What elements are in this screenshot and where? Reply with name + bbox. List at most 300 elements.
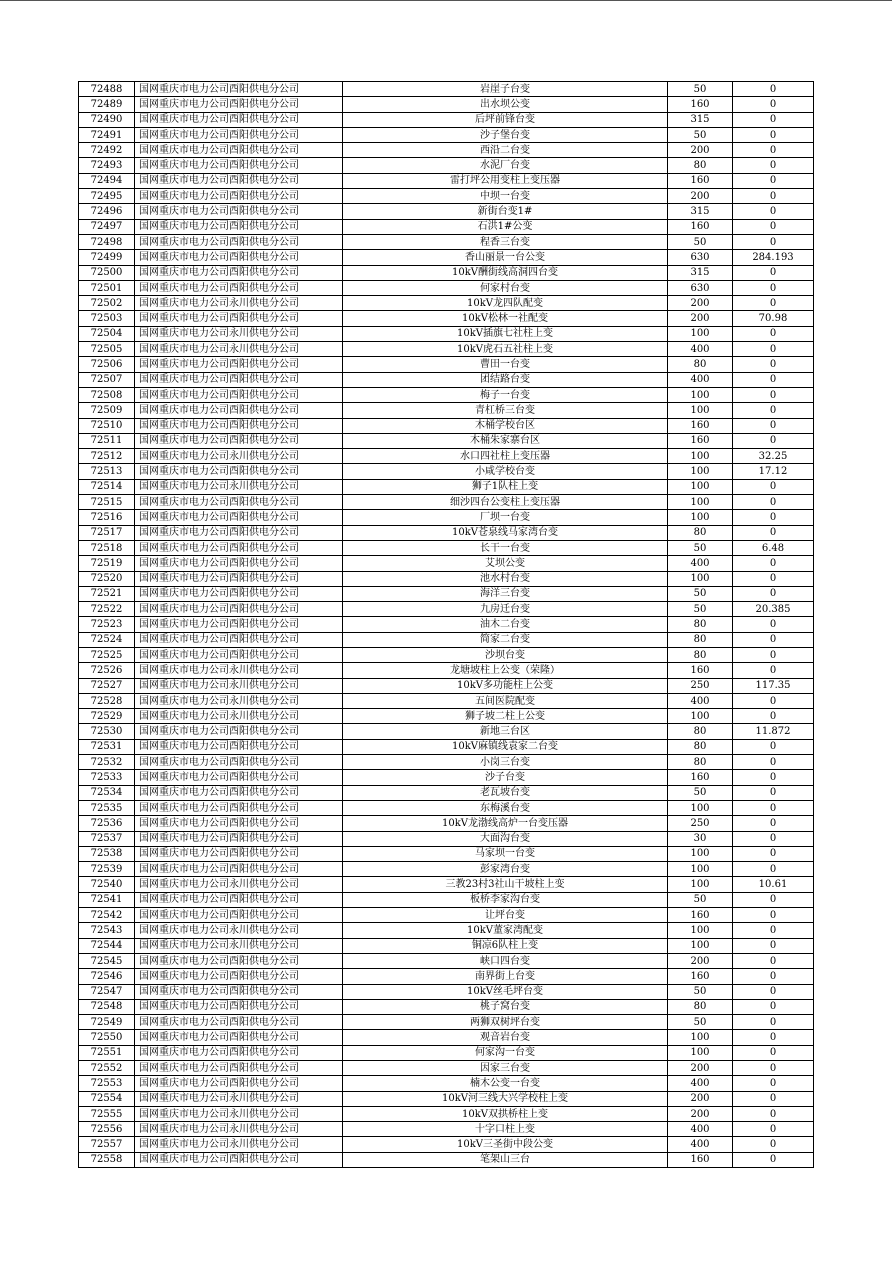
capacity-cell: 200 <box>668 1061 733 1076</box>
transformer-name-cell: 雷打坪公用变柱上变压器 <box>343 173 668 188</box>
value-cell: 0 <box>733 280 814 295</box>
org-cell: 国网重庆市电力公司永川供电分公司 <box>135 663 343 678</box>
row-id-cell: 72532 <box>79 755 135 770</box>
value-cell: 0 <box>733 525 814 540</box>
table-row <box>79 1076 814 1091</box>
capacity-cell: 80 <box>668 755 733 770</box>
capacity-cell: 80 <box>668 724 733 739</box>
table-row <box>79 234 814 249</box>
capacity-cell: 50 <box>668 82 733 97</box>
org-cell: 国网重庆市电力公司永川供电分公司 <box>135 449 343 464</box>
transformer-name-cell: 两狮双树坪台变 <box>343 1015 668 1030</box>
transformer-name-cell: 楠木公变一台变 <box>343 1076 668 1091</box>
value-cell: 0 <box>733 342 814 357</box>
transformer-name-cell: 五间医院配变 <box>343 693 668 708</box>
row-id-cell: 72551 <box>79 1045 135 1060</box>
table-row <box>79 1015 814 1030</box>
row-id-cell: 72508 <box>79 387 135 402</box>
transformer-name-cell: 岩崖子台变 <box>343 82 668 97</box>
capacity-cell: 250 <box>668 678 733 693</box>
table-row <box>79 571 814 586</box>
org-cell: 国网重庆市电力公司酉阳供电分公司 <box>135 189 343 204</box>
row-id-cell: 72533 <box>79 770 135 785</box>
table-row <box>79 831 814 846</box>
org-cell: 国网重庆市电力公司酉阳供电分公司 <box>135 1076 343 1091</box>
transformer-name-cell: 新街台变1# <box>343 204 668 219</box>
row-id-cell: 72537 <box>79 831 135 846</box>
transformer-name-cell: 狮子1队柱上变 <box>343 479 668 494</box>
value-cell: 0 <box>733 586 814 601</box>
org-cell: 国网重庆市电力公司永川供电分公司 <box>135 709 343 724</box>
capacity-cell: 160 <box>668 173 733 188</box>
org-cell: 国网重庆市电力公司永川供电分公司 <box>135 342 343 357</box>
row-id-cell: 72502 <box>79 296 135 311</box>
row-id-cell: 72549 <box>79 1015 135 1030</box>
table-row <box>79 127 814 142</box>
table-row <box>79 1122 814 1137</box>
table-row <box>79 1152 814 1167</box>
capacity-cell: 100 <box>668 923 733 938</box>
value-cell: 0 <box>733 387 814 402</box>
capacity-cell: 80 <box>668 632 733 647</box>
value-cell: 284.193 <box>733 250 814 265</box>
capacity-cell: 50 <box>668 127 733 142</box>
capacity-cell: 400 <box>668 1076 733 1091</box>
capacity-cell: 100 <box>668 449 733 464</box>
capacity-cell: 100 <box>668 387 733 402</box>
table-row <box>79 82 814 97</box>
row-id-cell: 72525 <box>79 647 135 662</box>
capacity-cell: 50 <box>668 602 733 617</box>
capacity-cell: 100 <box>668 877 733 892</box>
transformer-name-cell: 何家沟一台变 <box>343 1045 668 1060</box>
org-cell: 国网重庆市电力公司酉阳供电分公司 <box>135 953 343 968</box>
org-cell: 国网重庆市电力公司酉阳供电分公司 <box>135 602 343 617</box>
table-row <box>79 357 814 372</box>
value-cell: 117.35 <box>733 678 814 693</box>
capacity-cell: 80 <box>668 999 733 1014</box>
org-cell: 国网重庆市电力公司酉阳供电分公司 <box>135 82 343 97</box>
row-id-cell: 72550 <box>79 1030 135 1045</box>
table-row <box>79 311 814 326</box>
org-cell: 国网重庆市电力公司酉阳供电分公司 <box>135 1152 343 1167</box>
value-cell: 0 <box>733 938 814 953</box>
transformer-name-cell: 团结路台变 <box>343 372 668 387</box>
transformer-name-cell: 10kV苍泉线马家湾台变 <box>343 525 668 540</box>
capacity-cell: 100 <box>668 479 733 494</box>
transformer-name-cell: 10kV河三线大兴学校柱上变 <box>343 1091 668 1106</box>
value-cell: 0 <box>733 1045 814 1060</box>
org-cell: 国网重庆市电力公司酉阳供电分公司 <box>135 770 343 785</box>
table-row <box>79 602 814 617</box>
capacity-cell: 80 <box>668 357 733 372</box>
transformer-name-cell: 笔架山三台 <box>343 1152 668 1167</box>
value-cell: 0 <box>733 418 814 433</box>
table-row <box>79 97 814 112</box>
org-cell: 国网重庆市电力公司酉阳供电分公司 <box>135 846 343 861</box>
capacity-cell: 100 <box>668 800 733 815</box>
org-cell: 国网重庆市电力公司酉阳供电分公司 <box>135 418 343 433</box>
row-id-cell: 72543 <box>79 923 135 938</box>
table-row <box>79 739 814 754</box>
table-row <box>79 1137 814 1152</box>
org-cell: 国网重庆市电力公司酉阳供电分公司 <box>135 1030 343 1045</box>
org-cell: 国网重庆市电力公司酉阳供电分公司 <box>135 586 343 601</box>
org-cell: 国网重庆市电力公司酉阳供电分公司 <box>135 97 343 112</box>
table-row <box>79 862 814 877</box>
transformer-name-cell: 石洪1#公变 <box>343 219 668 234</box>
row-id-cell: 72548 <box>79 999 135 1014</box>
capacity-cell: 250 <box>668 816 733 831</box>
row-id-cell: 72511 <box>79 433 135 448</box>
transformer-name-cell: 板桥李家沟台变 <box>343 892 668 907</box>
capacity-cell: 100 <box>668 495 733 510</box>
row-id-cell: 72531 <box>79 739 135 754</box>
capacity-cell: 630 <box>668 250 733 265</box>
row-id-cell: 72517 <box>79 525 135 540</box>
table-row <box>79 892 814 907</box>
value-cell: 0 <box>733 112 814 127</box>
capacity-cell: 80 <box>668 739 733 754</box>
row-id-cell: 72558 <box>79 1152 135 1167</box>
row-id-cell: 72506 <box>79 357 135 372</box>
row-id-cell: 72556 <box>79 1122 135 1137</box>
table-row <box>79 785 814 800</box>
org-cell: 国网重庆市电力公司永川供电分公司 <box>135 938 343 953</box>
transformer-name-cell: 简家二台变 <box>343 632 668 647</box>
value-cell: 0 <box>733 770 814 785</box>
row-id-cell: 72497 <box>79 219 135 234</box>
org-cell: 国网重庆市电力公司酉阳供电分公司 <box>135 632 343 647</box>
org-cell: 国网重庆市电力公司永川供电分公司 <box>135 1091 343 1106</box>
row-id-cell: 72489 <box>79 97 135 112</box>
row-id-cell: 72510 <box>79 418 135 433</box>
row-id-cell: 72496 <box>79 204 135 219</box>
capacity-cell: 100 <box>668 1030 733 1045</box>
value-cell: 0 <box>733 693 814 708</box>
transformer-name-cell: 东梅溪台变 <box>343 800 668 815</box>
capacity-cell: 100 <box>668 571 733 586</box>
row-id-cell: 72528 <box>79 693 135 708</box>
capacity-cell: 200 <box>668 143 733 158</box>
table-row <box>79 908 814 923</box>
row-id-cell: 72505 <box>79 342 135 357</box>
table-row <box>79 846 814 861</box>
value-cell: 10.61 <box>733 877 814 892</box>
table-row <box>79 709 814 724</box>
row-id-cell: 72509 <box>79 403 135 418</box>
org-cell: 国网重庆市电力公司酉阳供电分公司 <box>135 617 343 632</box>
transformer-name-cell: 西沿二台变 <box>343 143 668 158</box>
value-cell: 0 <box>733 1152 814 1167</box>
row-id-cell: 72547 <box>79 984 135 999</box>
value-cell: 0 <box>733 999 814 1014</box>
capacity-cell: 200 <box>668 1106 733 1121</box>
value-cell: 0 <box>733 862 814 877</box>
value-cell: 0 <box>733 143 814 158</box>
org-cell: 国网重庆市电力公司酉阳供电分公司 <box>135 158 343 173</box>
org-cell: 国网重庆市电力公司酉阳供电分公司 <box>135 265 343 280</box>
value-cell: 0 <box>733 296 814 311</box>
value-cell: 0 <box>733 984 814 999</box>
transformer-name-cell: 10kV双拱桥柱上变 <box>343 1106 668 1121</box>
row-id-cell: 72557 <box>79 1137 135 1152</box>
transformer-name-cell: 10kV龙渤线高炉一台变压器 <box>343 816 668 831</box>
row-id-cell: 72516 <box>79 510 135 525</box>
value-cell: 6.48 <box>733 540 814 555</box>
capacity-cell: 80 <box>668 647 733 662</box>
row-id-cell: 72507 <box>79 372 135 387</box>
table-row <box>79 387 814 402</box>
value-cell: 0 <box>733 1091 814 1106</box>
transformer-name-cell: 厂坝一台变 <box>343 510 668 525</box>
table-row <box>79 647 814 662</box>
capacity-cell: 50 <box>668 984 733 999</box>
table-row <box>79 540 814 555</box>
row-id-cell: 72523 <box>79 617 135 632</box>
row-id-cell: 72514 <box>79 479 135 494</box>
transformer-name-cell: 水口四社柱上变压器 <box>343 449 668 464</box>
table-row <box>79 204 814 219</box>
table-row <box>79 1106 814 1121</box>
value-cell: 0 <box>733 433 814 448</box>
transformer-name-cell: 让坪台变 <box>343 908 668 923</box>
transformer-name-cell: 小咸学校台变 <box>343 464 668 479</box>
capacity-cell: 400 <box>668 556 733 571</box>
transformer-name-cell: 何家村台变 <box>343 280 668 295</box>
capacity-cell: 50 <box>668 785 733 800</box>
value-cell: 0 <box>733 1015 814 1030</box>
org-cell: 国网重庆市电力公司酉阳供电分公司 <box>135 816 343 831</box>
table-row <box>79 617 814 632</box>
org-cell: 国网重庆市电力公司永川供电分公司 <box>135 1106 343 1121</box>
value-cell: 0 <box>733 816 814 831</box>
table-row <box>79 464 814 479</box>
org-cell: 国网重庆市电力公司酉阳供电分公司 <box>135 831 343 846</box>
value-cell: 17.12 <box>733 464 814 479</box>
capacity-cell: 315 <box>668 112 733 127</box>
table-row <box>79 173 814 188</box>
table-row <box>79 1061 814 1076</box>
capacity-cell: 100 <box>668 846 733 861</box>
table-row <box>79 663 814 678</box>
table-row <box>79 724 814 739</box>
org-cell: 国网重庆市电力公司酉阳供电分公司 <box>135 1061 343 1076</box>
row-id-cell: 72495 <box>79 189 135 204</box>
table-row <box>79 433 814 448</box>
value-cell: 0 <box>733 357 814 372</box>
transformer-name-cell: 桃子窝台变 <box>343 999 668 1014</box>
transformer-name-cell: 马家坝一台变 <box>343 846 668 861</box>
row-id-cell: 72544 <box>79 938 135 953</box>
value-cell: 0 <box>733 556 814 571</box>
table-row <box>79 1045 814 1060</box>
transformer-name-cell: 10kV酬街线高洞四台变 <box>343 265 668 280</box>
row-id-cell: 72541 <box>79 892 135 907</box>
capacity-cell: 315 <box>668 204 733 219</box>
org-cell: 国网重庆市电力公司酉阳供电分公司 <box>135 127 343 142</box>
row-id-cell: 72552 <box>79 1061 135 1076</box>
org-cell: 国网重庆市电力公司酉阳供电分公司 <box>135 1045 343 1060</box>
row-id-cell: 72530 <box>79 724 135 739</box>
capacity-cell: 160 <box>668 1152 733 1167</box>
table-row <box>79 372 814 387</box>
row-id-cell: 72542 <box>79 908 135 923</box>
row-id-cell: 72534 <box>79 785 135 800</box>
row-id-cell: 72554 <box>79 1091 135 1106</box>
org-cell: 国网重庆市电力公司酉阳供电分公司 <box>135 571 343 586</box>
capacity-cell: 160 <box>668 418 733 433</box>
table-row <box>79 770 814 785</box>
row-id-cell: 72555 <box>79 1106 135 1121</box>
transformer-name-cell: 10kV丝毛坪台变 <box>343 984 668 999</box>
row-id-cell: 72546 <box>79 969 135 984</box>
table-row <box>79 510 814 525</box>
row-id-cell: 72529 <box>79 709 135 724</box>
org-cell: 国网重庆市电力公司酉阳供电分公司 <box>135 969 343 984</box>
org-cell: 国网重庆市电力公司永川供电分公司 <box>135 678 343 693</box>
org-cell: 国网重庆市电力公司永川供电分公司 <box>135 877 343 892</box>
capacity-cell: 100 <box>668 938 733 953</box>
value-cell: 0 <box>733 953 814 968</box>
row-id-cell: 72539 <box>79 862 135 877</box>
transformer-name-cell: 铜凉6队柱上变 <box>343 938 668 953</box>
value-cell: 0 <box>733 1076 814 1091</box>
value-cell: 70.98 <box>733 311 814 326</box>
value-cell: 0 <box>733 647 814 662</box>
transformer-name-cell: 10kV虎石五社柱上变 <box>343 342 668 357</box>
table-row <box>79 479 814 494</box>
row-id-cell: 72553 <box>79 1076 135 1091</box>
value-cell: 0 <box>733 1030 814 1045</box>
value-cell: 0 <box>733 97 814 112</box>
value-cell: 0 <box>733 632 814 647</box>
transformer-name-cell: 10kV麻镇线袁家二台变 <box>343 739 668 754</box>
value-cell: 32.25 <box>733 449 814 464</box>
row-id-cell: 72522 <box>79 602 135 617</box>
value-cell: 0 <box>733 219 814 234</box>
org-cell: 国网重庆市电力公司酉阳供电分公司 <box>135 862 343 877</box>
transformer-name-cell: 狮子坡二柱上公变 <box>343 709 668 724</box>
org-cell: 国网重庆市电力公司酉阳供电分公司 <box>135 785 343 800</box>
transformer-name-cell: 10kV三圣街中段公变 <box>343 1137 668 1152</box>
value-cell: 0 <box>733 892 814 907</box>
table-row <box>79 556 814 571</box>
row-id-cell: 72501 <box>79 280 135 295</box>
capacity-cell: 80 <box>668 158 733 173</box>
transformer-name-cell: 中坝一台变 <box>343 189 668 204</box>
capacity-cell: 100 <box>668 403 733 418</box>
row-id-cell: 72499 <box>79 250 135 265</box>
table-row <box>79 143 814 158</box>
org-cell: 国网重庆市电力公司酉阳供电分公司 <box>135 755 343 770</box>
value-cell: 0 <box>733 82 814 97</box>
table-row <box>79 877 814 892</box>
capacity-cell: 80 <box>668 525 733 540</box>
org-cell: 国网重庆市电力公司酉阳供电分公司 <box>135 495 343 510</box>
table-row <box>79 969 814 984</box>
value-cell: 0 <box>733 173 814 188</box>
transformer-name-cell: 10kV多功能柱上公变 <box>343 678 668 693</box>
capacity-cell: 50 <box>668 892 733 907</box>
table-body <box>79 82 814 1168</box>
table-row <box>79 158 814 173</box>
row-id-cell: 72488 <box>79 82 135 97</box>
capacity-cell: 160 <box>668 219 733 234</box>
transformer-name-cell: 大面沟台变 <box>343 831 668 846</box>
row-id-cell: 72524 <box>79 632 135 647</box>
row-id-cell: 72500 <box>79 265 135 280</box>
table-row <box>79 953 814 968</box>
transformer-name-cell: 沙子堡台变 <box>343 127 668 142</box>
table-row <box>79 693 814 708</box>
org-cell: 国网重庆市电力公司永川供电分公司 <box>135 1137 343 1152</box>
table-row <box>79 296 814 311</box>
value-cell: 0 <box>733 510 814 525</box>
row-id-cell: 72494 <box>79 173 135 188</box>
org-cell: 国网重庆市电力公司酉阳供电分公司 <box>135 540 343 555</box>
value-cell: 0 <box>733 709 814 724</box>
capacity-cell: 100 <box>668 709 733 724</box>
org-cell: 国网重庆市电力公司酉阳供电分公司 <box>135 372 343 387</box>
transformer-name-cell: 老瓦坡台变 <box>343 785 668 800</box>
table-row <box>79 495 814 510</box>
transformer-name-cell: 10kV龙四队配变 <box>343 296 668 311</box>
org-cell: 国网重庆市电力公司酉阳供电分公司 <box>135 800 343 815</box>
table-row <box>79 525 814 540</box>
capacity-cell: 80 <box>668 617 733 632</box>
capacity-cell: 630 <box>668 280 733 295</box>
transformer-name-cell: 沙坝台变 <box>343 647 668 662</box>
row-id-cell: 72540 <box>79 877 135 892</box>
transformer-name-cell: 青杠桥三台变 <box>343 403 668 418</box>
capacity-cell: 400 <box>668 1137 733 1152</box>
transformer-name-cell: 南界街上台变 <box>343 969 668 984</box>
transformer-name-cell: 三教23村3社山干坡柱上变 <box>343 877 668 892</box>
row-id-cell: 72512 <box>79 449 135 464</box>
table-row <box>79 938 814 953</box>
capacity-cell: 160 <box>668 663 733 678</box>
capacity-cell: 100 <box>668 862 733 877</box>
transformer-name-cell: 油木二台变 <box>343 617 668 632</box>
value-cell: 11.872 <box>733 724 814 739</box>
capacity-cell: 400 <box>668 1122 733 1137</box>
row-id-cell: 72535 <box>79 800 135 815</box>
value-cell: 0 <box>733 204 814 219</box>
table-row <box>79 418 814 433</box>
value-cell: 0 <box>733 372 814 387</box>
transformer-name-cell: 九房迁台变 <box>343 602 668 617</box>
transformer-name-cell: 10kV松林一社配变 <box>343 311 668 326</box>
org-cell: 国网重庆市电力公司酉阳供电分公司 <box>135 984 343 999</box>
org-cell: 国网重庆市电力公司酉阳供电分公司 <box>135 143 343 158</box>
table-row <box>79 112 814 127</box>
capacity-cell: 160 <box>668 770 733 785</box>
transformer-name-cell: 峡口四台变 <box>343 953 668 968</box>
table-row <box>79 280 814 295</box>
transformer-name-cell: 彭家湾台变 <box>343 862 668 877</box>
value-cell: 0 <box>733 403 814 418</box>
row-id-cell: 72527 <box>79 678 135 693</box>
capacity-cell: 315 <box>668 265 733 280</box>
table-row <box>79 219 814 234</box>
page-top-rule <box>0 0 892 1</box>
org-cell: 国网重庆市电力公司酉阳供电分公司 <box>135 724 343 739</box>
org-cell: 国网重庆市电力公司酉阳供电分公司 <box>135 1015 343 1030</box>
capacity-cell: 200 <box>668 189 733 204</box>
capacity-cell: 160 <box>668 908 733 923</box>
transformer-name-cell: 长干一台变 <box>343 540 668 555</box>
